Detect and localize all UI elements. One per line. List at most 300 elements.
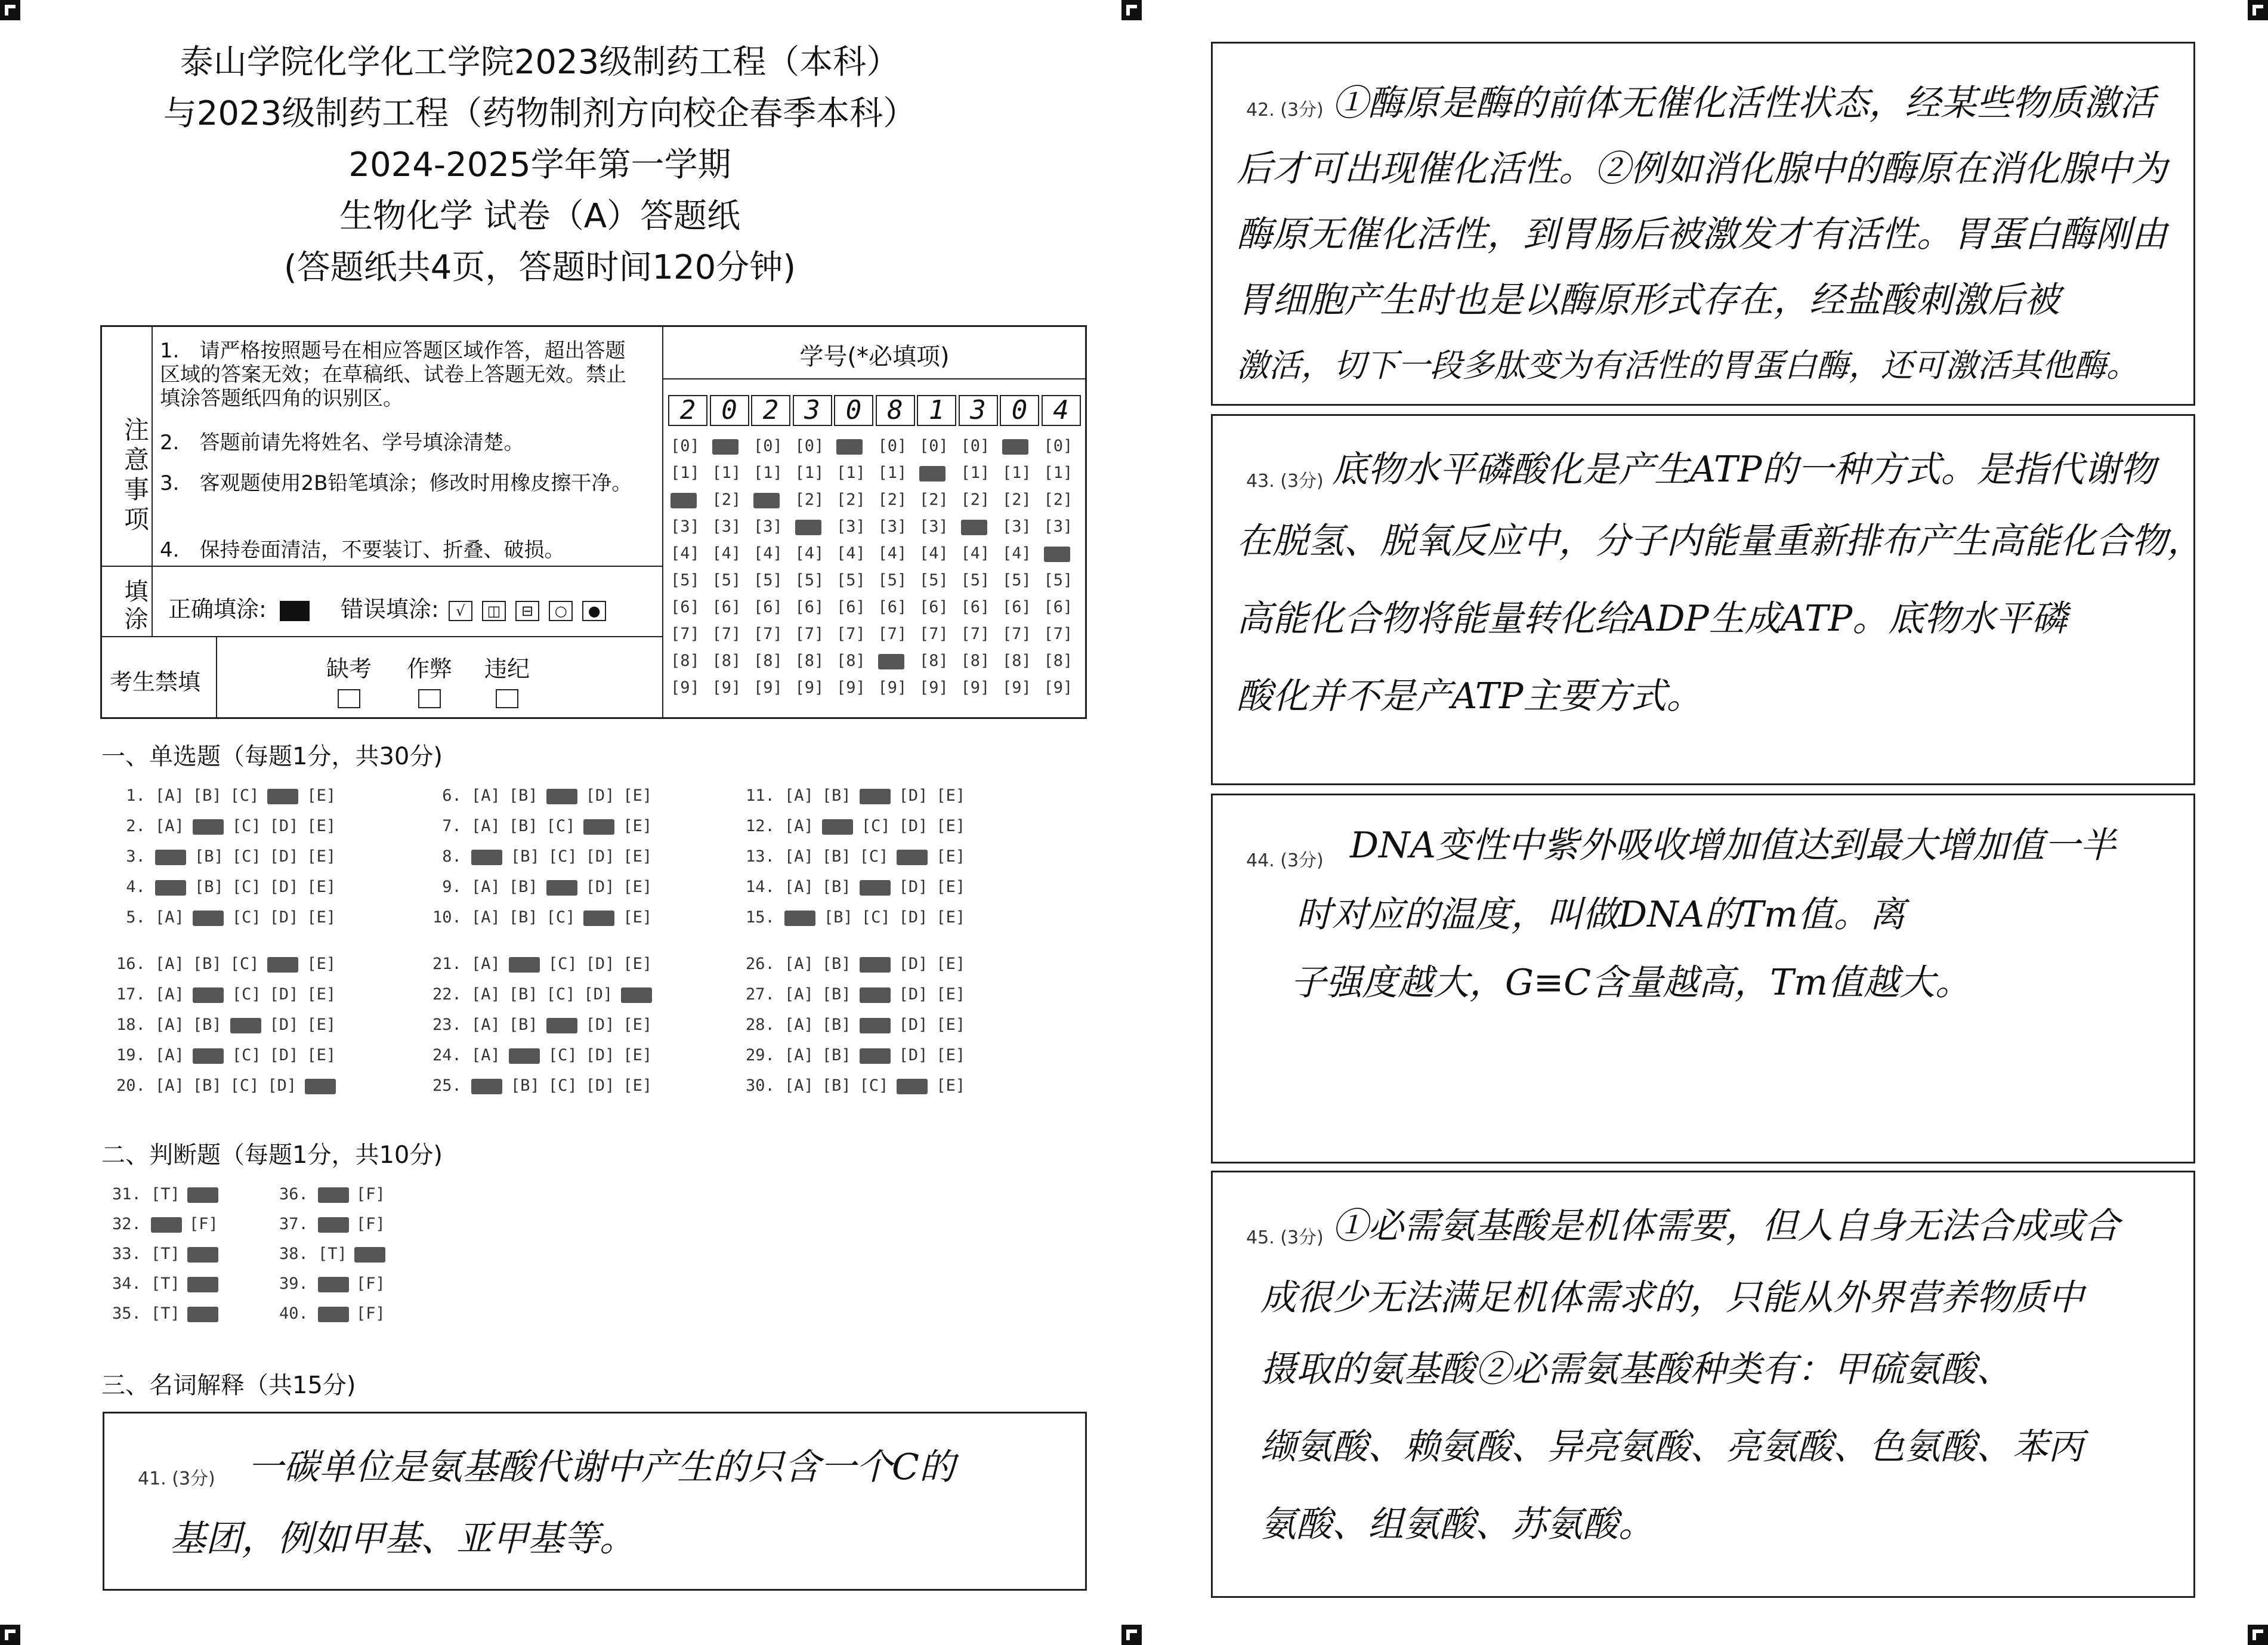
student-id-bubble[interactable]: [7] — [670, 625, 700, 643]
mc-option[interactable]: [D] — [898, 817, 928, 835]
mc-option[interactable]: [C] — [230, 955, 259, 973]
mc-option[interactable] — [784, 908, 815, 927]
mc-option[interactable]: [A] — [784, 817, 814, 835]
mc-question-row — [432, 1046, 660, 1064]
mc-option[interactable]: [E] — [307, 908, 336, 927]
answer-43-label: 43. (3分) — [1246, 471, 1324, 492]
mc-option[interactable] — [267, 786, 298, 805]
tf-option[interactable] — [354, 1245, 385, 1263]
student-id-bubble[interactable]: [7] — [836, 625, 866, 643]
mc-option[interactable]: [E] — [307, 786, 336, 805]
mc-option[interactable]: [E] — [623, 817, 653, 835]
student-id-digit[interactable]: 0 — [710, 395, 749, 426]
student-id-bubble[interactable]: [0] — [877, 437, 907, 455]
student-id-bubble[interactable]: [8] — [960, 652, 990, 670]
student-id-bubble[interactable]: [6] — [712, 598, 741, 616]
answer-box-42[interactable] — [1211, 42, 2195, 406]
mc-option[interactable]: [B] — [821, 1046, 851, 1064]
mc-option[interactable]: [C] — [546, 908, 576, 927]
tf-option[interactable] — [318, 1274, 349, 1293]
mc-option[interactable]: [A] — [155, 955, 184, 973]
mc-option[interactable]: [E] — [623, 786, 653, 805]
student-id-digit[interactable]: 1 — [917, 395, 956, 426]
mc-option[interactable] — [897, 847, 928, 866]
tf-option[interactable]: [T] — [151, 1274, 180, 1293]
mc-option[interactable]: [B] — [192, 786, 222, 805]
student-id-bubble[interactable]: [9] — [919, 678, 948, 697]
mc-option[interactable]: [D] — [585, 847, 615, 866]
student-id-bubble[interactable]: [1] — [1043, 464, 1073, 482]
student-id-bubble[interactable]: [5] — [712, 571, 741, 590]
mc-option[interactable]: [C] — [548, 1076, 577, 1095]
student-id-bubble[interactable] — [712, 437, 739, 455]
mc-option[interactable]: [C] — [548, 1046, 577, 1064]
mc-option[interactable]: [E] — [936, 786, 966, 805]
mc-option[interactable]: [C] — [230, 1076, 259, 1095]
forbid-cheat-box[interactable] — [418, 689, 441, 708]
mc-option[interactable]: [E] — [936, 878, 966, 896]
mc-option[interactable]: [A] — [155, 908, 184, 927]
student-id-bubble[interactable]: [4] — [753, 544, 783, 563]
tf-option[interactable]: [F] — [356, 1215, 385, 1233]
mc-option[interactable]: [E] — [623, 908, 653, 927]
student-id-bubble[interactable] — [1002, 437, 1028, 455]
mc-option[interactable]: [B] — [192, 1016, 222, 1034]
mc-option[interactable] — [305, 1076, 336, 1095]
mc-option[interactable]: [E] — [623, 1016, 653, 1034]
student-id-bubble[interactable]: [4] — [1002, 544, 1031, 563]
tf-option[interactable] — [187, 1185, 218, 1203]
student-id-bubble[interactable]: [6] — [1043, 598, 1073, 616]
student-id-bubble[interactable]: [7] — [919, 625, 948, 643]
student-id-bubble[interactable]: [6] — [960, 598, 990, 616]
mc-option[interactable] — [583, 908, 614, 927]
mc-option[interactable]: [C] — [231, 878, 261, 896]
mc-option[interactable]: [D] — [269, 847, 299, 866]
mc-option[interactable]: [A] — [784, 1046, 814, 1064]
mc-option[interactable]: [D] — [269, 1016, 299, 1034]
student-id-bubble[interactable]: [8] — [753, 652, 783, 670]
mc-option[interactable]: [E] — [936, 1076, 966, 1095]
student-id-bubble[interactable]: [6] — [670, 598, 700, 616]
student-id-bubble[interactable]: [8] — [670, 652, 700, 670]
mc-option[interactable]: [E] — [623, 878, 653, 896]
tf-option[interactable] — [318, 1215, 349, 1233]
student-id-bubble[interactable]: [8] — [795, 652, 824, 670]
mc-option[interactable]: [E] — [623, 847, 653, 866]
mc-option[interactable]: [A] — [471, 786, 500, 805]
mc-option[interactable]: [B] — [821, 955, 851, 973]
mc-option[interactable]: [B] — [508, 1016, 538, 1034]
student-id-bubble[interactable]: [0] — [670, 437, 700, 455]
student-id-bubble[interactable] — [753, 490, 780, 509]
mc-option[interactable]: [B] — [508, 817, 538, 835]
student-id-bubble[interactable] — [670, 490, 697, 509]
student-id-bubble[interactable]: [3] — [1043, 517, 1073, 536]
mc-option[interactable]: [B] — [192, 955, 222, 973]
mc-option[interactable]: [A] — [471, 1046, 500, 1064]
student-id-bubble[interactable]: [3] — [877, 517, 907, 536]
mc-question-number: 5. — [116, 908, 156, 927]
mc-option[interactable]: [B] — [194, 847, 224, 866]
student-id-bubble[interactable]: [9] — [1043, 678, 1073, 697]
mc-option[interactable] — [546, 786, 577, 805]
tf-option[interactable]: [T] — [151, 1245, 180, 1263]
mc-option[interactable] — [860, 1046, 891, 1064]
mc-option[interactable]: [D] — [269, 1046, 299, 1064]
student-id-bubble[interactable]: [1] — [960, 464, 990, 482]
student-id-bubble[interactable]: [3] — [670, 517, 700, 536]
student-id-bubble[interactable]: [5] — [1002, 571, 1031, 590]
student-id-digit[interactable]: 0 — [834, 395, 873, 426]
mc-option[interactable] — [193, 985, 224, 1004]
student-id-bubble[interactable]: [5] — [1043, 571, 1073, 590]
mc-option[interactable]: [E] — [936, 847, 966, 866]
student-id-bubble[interactable] — [836, 437, 863, 455]
mc-option[interactable]: [C] — [548, 847, 577, 866]
mc-option[interactable]: [B] — [508, 985, 538, 1004]
mc-option[interactable]: [C] — [231, 1046, 261, 1064]
corner-mark-bl — [0, 1625, 20, 1645]
student-id-bubble[interactable] — [795, 517, 821, 536]
mc-option[interactable] — [621, 985, 652, 1004]
student-id-bubble[interactable]: [2] — [1002, 490, 1031, 509]
mc-option[interactable]: [C] — [231, 908, 261, 927]
mc-option[interactable]: [D] — [898, 908, 928, 927]
student-id-digit[interactable]: 0 — [1000, 395, 1039, 426]
student-id-bubble[interactable]: [0] — [753, 437, 783, 455]
mc-option[interactable] — [546, 878, 577, 896]
student-id-bubble[interactable]: [2] — [712, 490, 741, 509]
tf-option[interactable] — [187, 1304, 218, 1323]
student-id-bubble[interactable]: [0] — [960, 437, 990, 455]
mc-option[interactable]: [A] — [784, 1016, 814, 1034]
tf-option[interactable] — [187, 1274, 218, 1293]
wrong-sample-2: ◫ — [482, 601, 506, 621]
tf-option[interactable]: [F] — [189, 1215, 218, 1233]
mc-option[interactable]: [A] — [784, 786, 814, 805]
mc-option[interactable]: [D] — [898, 1046, 928, 1064]
student-id-bubble[interactable]: [9] — [1002, 678, 1031, 697]
mc-option[interactable]: [B] — [192, 1076, 222, 1095]
student-id-bubble[interactable]: [5] — [919, 571, 948, 590]
mc-option[interactable]: [E] — [623, 1076, 653, 1095]
student-id-bubble[interactable]: [2] — [836, 490, 866, 509]
mc-option[interactable] — [471, 1076, 502, 1095]
student-id-bubble[interactable]: [1] — [670, 464, 700, 482]
student-id-bubble[interactable]: [5] — [960, 571, 990, 590]
mc-option[interactable]: [A] — [471, 817, 500, 835]
student-id-bubble[interactable]: [1] — [712, 464, 741, 482]
student-id-bubble[interactable]: [6] — [795, 598, 824, 616]
student-id-bubble[interactable]: [5] — [836, 571, 866, 590]
tf-option[interactable]: [F] — [356, 1274, 385, 1293]
mc-option[interactable] — [860, 786, 891, 805]
mc-option[interactable] — [860, 955, 891, 973]
tf-option[interactable]: [F] — [356, 1304, 385, 1323]
student-id-digit[interactable]: 8 — [876, 395, 915, 426]
mc-option[interactable]: [A] — [784, 985, 814, 1004]
mc-option[interactable]: [A] — [471, 878, 500, 896]
mc-option[interactable] — [230, 1016, 261, 1034]
mc-option[interactable]: [A] — [155, 985, 184, 1004]
student-id-bubble[interactable]: [3] — [919, 517, 948, 536]
mc-option[interactable]: [B] — [824, 908, 853, 927]
mc-option[interactable]: [D] — [898, 878, 928, 896]
mc-option[interactable]: [D] — [585, 1016, 615, 1034]
mc-option[interactable] — [822, 817, 853, 835]
mc-option[interactable]: [E] — [623, 955, 653, 973]
student-id-bubble[interactable]: [5] — [753, 571, 783, 590]
mc-option[interactable] — [155, 878, 186, 896]
student-id-bubble[interactable]: [5] — [795, 571, 824, 590]
mc-option[interactable]: [D] — [267, 1076, 297, 1095]
mc-option[interactable]: [A] — [155, 1046, 184, 1064]
student-id-bubble[interactable]: [7] — [960, 625, 990, 643]
student-id-bubble[interactable]: [8] — [712, 652, 741, 670]
student-id-digit[interactable]: 3 — [793, 395, 832, 426]
mc-option[interactable]: [D] — [898, 1016, 928, 1034]
student-id-bubble[interactable]: [7] — [712, 625, 741, 643]
student-id-bubble[interactable]: [7] — [753, 625, 783, 643]
mc-option[interactable] — [193, 1046, 224, 1064]
mc-option[interactable] — [583, 817, 614, 835]
mc-option[interactable]: [E] — [307, 847, 336, 866]
student-id-bubble[interactable]: [9] — [753, 678, 783, 697]
student-id-bubble[interactable]: [8] — [836, 652, 866, 670]
student-id-bubble[interactable]: [2] — [877, 490, 907, 509]
mc-option[interactable]: [C] — [546, 817, 576, 835]
tf-option[interactable]: [T] — [318, 1245, 347, 1263]
student-id-bubble[interactable]: [9] — [960, 678, 990, 697]
tf-option[interactable] — [151, 1215, 182, 1233]
student-id-bubble[interactable]: [8] — [919, 652, 948, 670]
student-id-bubble[interactable] — [878, 652, 904, 670]
student-id-bubble[interactable]: [6] — [836, 598, 866, 616]
student-id-bubble[interactable]: [3] — [712, 517, 741, 536]
mc-option[interactable] — [546, 1016, 577, 1034]
tf-option[interactable] — [318, 1304, 349, 1323]
mc-option[interactable] — [193, 817, 224, 835]
mc-option[interactable]: [A] — [784, 878, 814, 896]
mc-option[interactable]: [C] — [861, 817, 891, 835]
mc-option[interactable]: [E] — [307, 817, 336, 835]
mc-option[interactable]: [E] — [936, 1016, 966, 1034]
mc-option[interactable]: [B] — [508, 878, 538, 896]
mc-option[interactable] — [509, 955, 540, 973]
student-id-bubble[interactable]: [8] — [1043, 652, 1073, 670]
student-id-digit[interactable]: 2 — [668, 395, 707, 426]
student-id-bubble[interactable]: [0] — [795, 437, 824, 455]
mc-option[interactable]: [A] — [471, 955, 500, 973]
mc-question-row — [116, 847, 344, 866]
mc-option[interactable]: [D] — [898, 786, 928, 805]
student-id-bubble[interactable]: [5] — [877, 571, 907, 590]
student-id-bubble[interactable]: [6] — [877, 598, 907, 616]
tf-question-row — [279, 1245, 393, 1263]
mc-option[interactable] — [471, 847, 502, 866]
forbid-absent-box[interactable] — [338, 689, 360, 708]
mc-option[interactable]: [D] — [898, 955, 928, 973]
mc-option[interactable]: [B] — [821, 1076, 851, 1095]
mc-option[interactable]: [C] — [859, 847, 889, 866]
student-id-bubble[interactable]: [2] — [919, 490, 948, 509]
mc-question-row — [432, 1076, 660, 1095]
mc-option[interactable]: [D] — [898, 985, 928, 1004]
tf-option[interactable]: [T] — [151, 1304, 180, 1323]
mc-option[interactable]: [E] — [307, 1016, 336, 1034]
mc-option[interactable]: [E] — [307, 985, 336, 1004]
student-id-bubble[interactable]: [9] — [795, 678, 824, 697]
mc-option[interactable]: [B] — [821, 786, 851, 805]
mc-option[interactable] — [860, 985, 891, 1004]
student-id-bubble[interactable]: [7] — [1043, 625, 1073, 643]
mc-option[interactable]: [A] — [155, 1016, 184, 1034]
student-id-bubble[interactable]: [4] — [712, 544, 741, 563]
answer-43-line-3: 高能化合物将能量转化给ADP生成ATP。底物水平磷 — [1237, 598, 2068, 640]
mc-option[interactable]: [D] — [585, 1076, 615, 1095]
mc-option[interactable]: [A] — [784, 955, 814, 973]
student-id-bubble[interactable]: [3] — [753, 517, 783, 536]
mc-option[interactable] — [193, 908, 224, 927]
mc-option[interactable]: [A] — [155, 786, 184, 805]
student-id-bubble[interactable]: [1] — [877, 464, 907, 482]
mc-option[interactable]: [B] — [194, 878, 224, 896]
student-id-bubble[interactable]: [1] — [795, 464, 824, 482]
mc-option[interactable]: [B] — [821, 1016, 851, 1034]
mc-option[interactable]: [A] — [784, 1076, 814, 1095]
mc-option[interactable]: [E] — [307, 878, 336, 896]
student-id-bubble[interactable]: [9] — [712, 678, 741, 697]
mc-option[interactable]: [C] — [546, 985, 576, 1004]
mc-option[interactable]: [E] — [307, 1046, 336, 1064]
student-id-bubble[interactable]: [2] — [960, 490, 990, 509]
student-id-bubble[interactable]: [4] — [960, 544, 990, 563]
answer-43-line-4: 酸化并不是产ATP主要方式。 — [1237, 675, 1702, 717]
student-id-bubble[interactable]: [7] — [1002, 625, 1031, 643]
mc-option[interactable]: [C] — [230, 786, 259, 805]
mc-option[interactable]: [C] — [859, 1076, 889, 1095]
mc-option[interactable]: [C] — [861, 908, 891, 927]
student-id-digit[interactable]: 4 — [1042, 395, 1081, 426]
mc-option[interactable]: [A] — [155, 1076, 184, 1095]
mc-question-row — [116, 786, 344, 805]
mc-option[interactable]: [B] — [821, 847, 851, 866]
mc-option[interactable]: [E] — [936, 1046, 966, 1064]
student-id-bubble[interactable]: [9] — [836, 678, 866, 697]
student-id-bubble[interactable]: [6] — [1002, 598, 1031, 616]
mc-option[interactable]: [D] — [269, 817, 299, 835]
student-id-bubble[interactable]: [4] — [919, 544, 948, 563]
answer-box-41[interactable] — [103, 1412, 1087, 1591]
mc-option[interactable] — [860, 1016, 891, 1034]
mc-option[interactable]: [E] — [936, 817, 966, 835]
mc-option[interactable] — [267, 955, 298, 973]
student-id-bubble[interactable] — [919, 464, 945, 482]
mc-option[interactable]: [D] — [585, 1046, 615, 1064]
mc-option[interactable]: [D] — [269, 908, 299, 927]
student-id-bubble[interactable]: [2] — [795, 490, 824, 509]
student-id-bubble[interactable]: [6] — [753, 598, 783, 616]
student-id-bubble[interactable]: [1] — [1002, 464, 1031, 482]
mc-option[interactable]: [A] — [471, 1016, 500, 1034]
student-id-bubble[interactable]: [1] — [836, 464, 866, 482]
mc-option[interactable]: [D] — [585, 878, 615, 896]
mc-option[interactable]: [A] — [471, 985, 500, 1004]
mc-option[interactable]: [B] — [821, 878, 851, 896]
answer-box-45[interactable] — [1211, 1171, 2195, 1598]
mc-option[interactable]: [C] — [548, 955, 577, 973]
mc-option[interactable]: [A] — [155, 817, 184, 835]
answer-44-line-2: 时对应的温度，叫做DNA的Tm值。离 — [1296, 894, 1905, 936]
student-id-bubble[interactable]: [9] — [877, 678, 907, 697]
mc-option[interactable]: [E] — [936, 908, 966, 927]
student-id-bubble[interactable] — [1044, 544, 1070, 563]
mc-option[interactable] — [897, 1076, 928, 1095]
student-id-bubble[interactable]: [4] — [670, 544, 700, 563]
mc-option[interactable] — [509, 1046, 540, 1064]
answer-box-43[interactable] — [1211, 414, 2203, 785]
mc-option[interactable]: [E] — [936, 985, 966, 1004]
mc-option[interactable]: [A] — [471, 908, 500, 927]
mc-option[interactable]: [D] — [269, 878, 299, 896]
tf-option[interactable]: [T] — [151, 1185, 180, 1203]
mc-option[interactable]: [A] — [784, 847, 814, 866]
mc-option[interactable]: [C] — [231, 985, 261, 1004]
mc-option[interactable]: [C] — [231, 847, 261, 866]
mc-option[interactable]: [D] — [583, 985, 613, 1004]
student-id-bubble[interactable]: [5] — [670, 571, 700, 590]
mc-option[interactable]: [D] — [585, 955, 615, 973]
mc-option[interactable]: [E] — [307, 955, 336, 973]
student-id-bubble[interactable]: [9] — [670, 678, 700, 697]
student-id-bubble[interactable]: [7] — [877, 625, 907, 643]
student-id-bubble[interactable]: [2] — [1043, 490, 1073, 509]
mc-option[interactable]: [E] — [623, 1046, 653, 1064]
tf-option[interactable]: [F] — [356, 1185, 385, 1203]
student-id-bubble[interactable]: [7] — [795, 625, 824, 643]
student-id-bubble[interactable]: [1] — [753, 464, 783, 482]
tf-option[interactable] — [187, 1245, 218, 1263]
student-id-bubble[interactable]: [4] — [795, 544, 824, 563]
mc-option[interactable]: [B] — [511, 1076, 540, 1095]
student-id-bubble[interactable]: [4] — [877, 544, 907, 563]
student-id-bubble[interactable]: [8] — [1002, 652, 1031, 670]
mc-option[interactable]: [B] — [508, 908, 538, 927]
mc-option[interactable]: [E] — [936, 955, 966, 973]
student-id-bubble[interactable] — [961, 517, 987, 536]
student-id-bubble[interactable]: [0] — [1043, 437, 1073, 455]
mc-option[interactable] — [860, 878, 891, 896]
student-id-bubble[interactable]: [0] — [919, 437, 948, 455]
student-id-digit[interactable]: 3 — [959, 395, 998, 426]
student-id-bubble[interactable]: [3] — [836, 517, 866, 536]
mc-option[interactable]: [D] — [585, 786, 615, 805]
forbid-violation-box[interactable] — [496, 689, 518, 708]
tf-option[interactable] — [318, 1185, 349, 1203]
mc-option[interactable]: [B] — [508, 786, 538, 805]
mc-option[interactable]: [C] — [231, 817, 261, 835]
mc-option[interactable]: [B] — [821, 985, 851, 1004]
student-id-bubble[interactable]: [3] — [1002, 517, 1031, 536]
student-id-bubble[interactable]: [6] — [919, 598, 948, 616]
mc-option[interactable]: [D] — [269, 985, 299, 1004]
student-id-bubble[interactable]: [4] — [836, 544, 866, 563]
mc-option[interactable]: [B] — [511, 847, 540, 866]
answer-box-44[interactable] — [1211, 794, 2195, 1163]
mc-option[interactable] — [155, 847, 186, 866]
student-id-digit[interactable]: 2 — [751, 395, 790, 426]
